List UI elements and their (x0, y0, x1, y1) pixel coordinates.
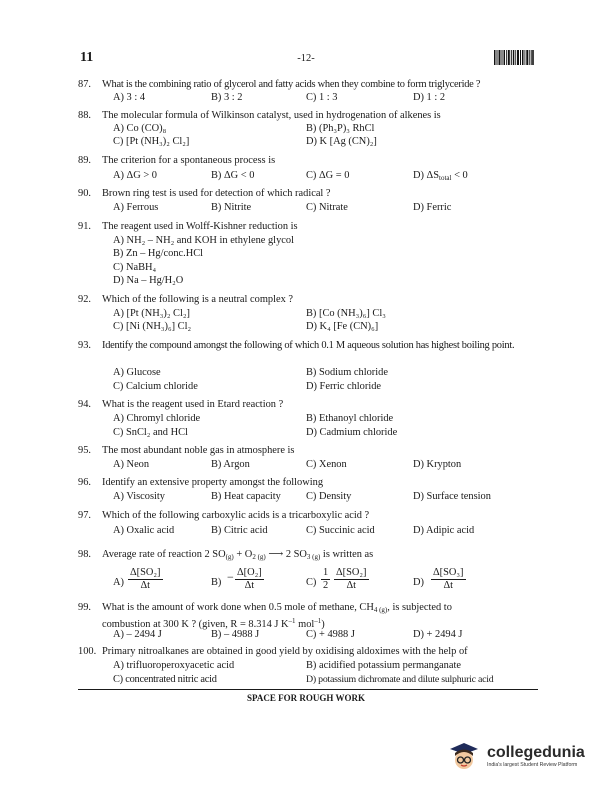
subscript: 3 (g) (306, 553, 321, 561)
option-b[interactable]: B) (Ph₃P)₃ RhCl (306, 123, 375, 134)
question-number: 93. (78, 340, 91, 351)
option-d[interactable]: D) Surface tension (413, 491, 491, 502)
fraction-a (128, 567, 163, 592)
question-number: 95. (78, 445, 91, 456)
mascot-icon (446, 741, 482, 771)
stem-part: What is the amount of work done when 0.5 mole of methane, CH (102, 602, 374, 613)
question-number: 98. (78, 549, 91, 560)
fraction-d (431, 567, 466, 592)
option-c[interactable]: C) Succinic acid (306, 525, 375, 536)
option-b[interactable]: B) Sodium chloride (306, 367, 388, 378)
stem-part: , is subjected to (387, 602, 452, 613)
superscript: –1 (288, 617, 296, 625)
question-stem: Primary nitroalkanes are obtained in good yield by oxidising aldoximes with the help of (102, 646, 468, 657)
stem-part: ) (321, 619, 325, 630)
option-c[interactable]: C) 1 : 3 (306, 92, 338, 103)
option-d[interactable]: D) Ferric (413, 202, 452, 213)
stem-part: mol (295, 619, 315, 630)
barcode-icon (494, 50, 534, 65)
option-c[interactable]: C) [Ni (NH₃)₆] Cl₂ (113, 321, 192, 332)
option-c[interactable]: C) SnCl₂ and HCl (113, 427, 188, 438)
option-c[interactable]: C) concentrated nitric acid (113, 674, 217, 685)
option-c[interactable]: C) [Pt (NH₃)₂ Cl₂] (113, 136, 190, 147)
stem-part: Average rate of reaction 2 SO (102, 549, 226, 560)
option-a[interactable]: A) (113, 577, 124, 588)
option-d[interactable] (413, 170, 468, 184)
fraction-c (334, 567, 369, 592)
option-b[interactable]: B) [Co (NH₃)₆] Cl₃ (306, 308, 386, 319)
footer-divider (78, 689, 538, 690)
option-c[interactable]: C) Density (306, 491, 352, 502)
question-stem: The criterion for a spontaneous process is (102, 155, 276, 166)
question-stem: Identify the compound amongst the following of which 0.1 M aqueous solution has highest boiling point. (102, 340, 515, 351)
option-a[interactable]: A) Chromyl chloride (113, 413, 201, 424)
subscript: 2 (g) (252, 553, 266, 561)
option-b[interactable]: B) acidified potassium permanganate (306, 660, 461, 671)
stem-part: + O (233, 549, 253, 560)
option-c[interactable]: C) Nitrate (306, 202, 348, 213)
denominator: Δt (443, 580, 454, 591)
question-stem: What is the reagent used in Etard reaction ? (102, 399, 284, 410)
option-c[interactable]: C) + 4988 J (306, 629, 355, 640)
question-number: 99. (78, 602, 91, 613)
option-b[interactable]: B) 3 : 2 (211, 92, 243, 103)
option-d[interactable]: D) Na – Hg/H₂O (113, 275, 184, 286)
option-a[interactable]: A) [Pt (NH₃)₂ Cl₂] (113, 308, 190, 319)
option-a[interactable]: A) 3 : 4 (113, 92, 146, 103)
option-d[interactable]: D) Ferric chloride (306, 381, 382, 392)
stem-part: combustion at 300 K ? (given, R = 8.314 J K (102, 619, 289, 630)
superscript: –1 (314, 617, 322, 625)
option-a[interactable]: A) Glucose (113, 367, 161, 378)
option-b[interactable]: B) Nitrite (211, 202, 252, 213)
option-a[interactable]: A) Oxalic acid (113, 525, 175, 536)
option-b[interactable]: B) Heat capacity (211, 491, 281, 502)
option-c[interactable]: C) NaBH₄ (113, 262, 157, 273)
option-a[interactable]: A) Ferrous (113, 202, 159, 213)
question-number: 94. (78, 399, 91, 410)
question-stem: The reagent used in Wolff-Kishner reduction is (102, 221, 298, 232)
option-a[interactable]: A) NH₂ – NH₂ and KOH in ethylene glycol (113, 235, 294, 246)
numerator: 1 (323, 567, 329, 578)
option-a[interactable]: A) Neon (113, 459, 150, 470)
numerator: Δ[O₂] (237, 567, 262, 578)
brand-name: collegedunia (487, 744, 585, 761)
fraction-c-coef (321, 567, 330, 592)
question-number: 88. (78, 110, 91, 121)
option-d[interactable]: D) + 2494 J (413, 629, 463, 640)
option-b[interactable]: B) Zn – Hg/conc.HCl (113, 248, 204, 259)
option-b[interactable]: B) – 4988 J (211, 629, 260, 640)
question-stem: The molecular formula of Wilkinson catalyst, used in hydrogenation of alkenes is (102, 110, 441, 121)
question-stem: Which of the following carboxylic acids is a tricarboxylic acid ? (102, 510, 370, 521)
option-c[interactable]: C) Calcium chloride (113, 381, 198, 392)
denominator: 2 (323, 580, 329, 591)
question-stem (102, 549, 373, 563)
denominator: Δt (244, 580, 255, 591)
question-number: 87. (78, 79, 91, 90)
option-d-rel: < 0 (454, 170, 468, 181)
page-header (0, 50, 612, 70)
question-number: 90. (78, 188, 91, 199)
question-stem: Which of the following is a neutral complex ? (102, 294, 294, 305)
denominator: Δt (140, 580, 151, 591)
question-number: 92. (78, 294, 91, 305)
option-b[interactable]: B) (211, 577, 222, 588)
option-b[interactable]: B) Citric acid (211, 525, 268, 536)
question-number: 89. (78, 155, 91, 166)
option-b[interactable]: B) Ethanoyl chloride (306, 413, 394, 424)
option-a[interactable]: A) – 2494 J (113, 629, 162, 640)
option-c[interactable]: C) ΔG = 0 (306, 170, 350, 181)
option-a[interactable]: A) Viscosity (113, 491, 166, 502)
option-d[interactable]: D) K₄ [Fe (CN)₆] (306, 321, 379, 332)
option-c[interactable]: C) (306, 577, 317, 588)
question-stem: The most abundant noble gas in atmosphere is (102, 445, 295, 456)
question-stem: Brown ring test is used for detection of which radical ? (102, 188, 331, 199)
question-stem: What is the combining ratio of glycerol and fatty acids when they combine to form triglyceride ? (102, 79, 481, 90)
option-d[interactable]: D) potassium dichromate and dilute sulphuric acid (306, 674, 494, 685)
numerator: Δ[SO₂] (336, 567, 367, 578)
question-number: 96. (78, 477, 91, 488)
option-b[interactable]: B) Argon (211, 459, 250, 470)
numerator: Δ[SO₃] (433, 567, 464, 578)
denominator: Δt (346, 580, 357, 591)
booklet-code: 11 (80, 50, 94, 65)
brand-tagline: India's largest Student Review Platform (487, 762, 578, 768)
option-a[interactable]: A) Co (CO)₈ (113, 123, 167, 134)
question-number: 91. (78, 221, 91, 232)
fraction-b (235, 567, 264, 592)
option-d[interactable]: D) Krypton (413, 459, 462, 470)
subscript: 4 (g) (373, 606, 388, 614)
question-stem: Identify an extensive property amongst the following (102, 477, 324, 488)
watermark-logo (446, 741, 606, 771)
subscript: (g) (225, 553, 234, 561)
question-number: 100. (78, 646, 97, 657)
option-d[interactable]: D) Adipic acid (413, 525, 475, 536)
question-number: 97. (78, 510, 91, 521)
option-a[interactable]: A) trifluoroperoxyacetic acid (113, 660, 235, 671)
option-a[interactable]: A) ΔG > 0 (113, 170, 157, 181)
page-number: -12- (297, 53, 315, 64)
rough-work-label: SPACE FOR ROUGH WORK (247, 693, 365, 703)
option-c[interactable]: C) Xenon (306, 459, 347, 470)
option-d[interactable]: D) 1 : 2 (413, 92, 446, 103)
stem-part: ⟶ 2 SO (265, 549, 307, 560)
option-d-text: D) ΔS (413, 170, 440, 181)
option-b[interactable]: B) ΔG < 0 (211, 170, 255, 181)
stem-part: is written as (320, 549, 374, 560)
numerator: Δ[SO₂] (130, 567, 161, 578)
option-d[interactable]: D) Cadmium chloride (306, 427, 398, 438)
minus-sign: − (227, 570, 234, 584)
subscript: total (439, 174, 452, 182)
option-d[interactable]: D) (413, 577, 424, 588)
option-d[interactable]: D) K [Ag (CN)₂] (306, 136, 377, 147)
